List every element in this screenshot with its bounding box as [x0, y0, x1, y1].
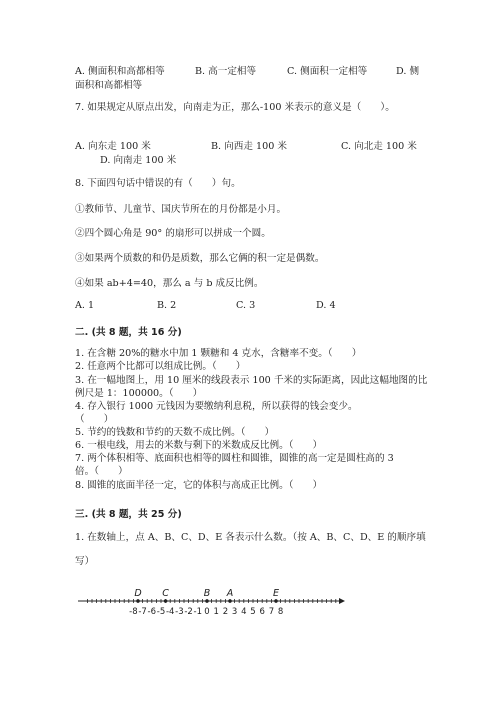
s2-line-9: 7. 两个体积相等、底面积也相等的圆柱和圆锥，圆锥的高一定是圆柱高的 3	[75, 453, 394, 464]
q7-option-c: C. 向北走 100 米	[341, 141, 417, 152]
tick-label: 7	[268, 607, 275, 617]
tick-label: -2	[184, 607, 193, 617]
s2-line-5: 4. 存入银行 1000 元钱因为要缴纳利息税，所以获得的钱会变少。	[75, 401, 358, 412]
q6-option-a: A. 侧面积和高都相等	[75, 66, 165, 77]
q7-option-d: D. 向南走 100 米	[100, 155, 177, 166]
point-e-dot	[274, 599, 278, 603]
q6-option-d-continued: 面积和高都相等	[75, 80, 143, 91]
tick-label: 0	[204, 607, 210, 617]
s2-line-8: 6. 一根电线，用去的米数与剩下的米数成反比例。（ ）	[75, 440, 323, 451]
tick-label: -7	[138, 607, 147, 617]
s2-line-10: 倍。（ ）	[75, 466, 128, 477]
q7-option-b: B. 向西走 100 米	[211, 141, 287, 152]
point-c-dot	[164, 599, 168, 603]
s2-line-2: 2. 任意两个比都可以组成比例。（ ）	[75, 361, 246, 372]
q6-option-c: C. 侧面积一定相等	[287, 66, 368, 77]
s2-line-7: 5. 节约的钱数和节约的天数不成比例。（ ）	[75, 427, 275, 438]
q8-option-d: D. 4	[316, 300, 336, 311]
tick-label: 4	[241, 607, 247, 617]
q8-statement-3: ③如果两个质数的和仍是质数，那么它俩的积一定是偶数。	[75, 253, 325, 264]
point-b-dot	[205, 599, 209, 603]
tick-label: 6	[259, 607, 265, 617]
section-2-heading: 二. (共 8 题，共 16 分)	[75, 327, 182, 338]
tick-label: -5	[156, 607, 166, 617]
tick-label: 3	[231, 607, 238, 617]
tick-label: -8	[129, 607, 138, 617]
point-a-label: A	[226, 588, 234, 599]
q7-option-a: A. 向东走 100 米	[75, 141, 151, 152]
q6-option-b: B. 高一定相等	[195, 66, 257, 77]
s3-line-1: 1. 在数轴上，点 A、B、C、D、E 各表示什么数。（按 A、B、C、D、E 的顺序填	[75, 532, 426, 543]
point-c-label: C	[162, 588, 169, 599]
tick-label: 5	[250, 607, 256, 617]
tick-label: 1	[213, 607, 219, 617]
tick-label: -1	[193, 607, 203, 617]
section-3-heading: 三. (共 8 题，共 25 分)	[75, 509, 182, 520]
q8-option-a: A. 1	[75, 300, 95, 311]
q8-statement-2: ②四个圆心角是 90° 的扇形可以拼成一个圆。	[75, 228, 271, 239]
s2-line-11: 8. 圆锥的底面半径一定，它的体积与高成正比例。（ ）	[75, 480, 323, 491]
point-e-label: E	[272, 588, 280, 599]
q7-stem: 7. 如果规定从原点出发，向南走为正，那么-100 米表示的意义是（ ）。	[75, 102, 395, 113]
tick-label: -4	[165, 607, 175, 617]
q8-statement-4: ④如果 ab+4=40，那么 a 与 b 成反比例。	[75, 278, 264, 289]
q8-option-c: C. 3	[236, 300, 256, 311]
tick-label: 8	[277, 607, 284, 617]
point-d-dot	[136, 599, 140, 603]
point-a-dot	[228, 599, 232, 603]
tick-label: 2	[222, 607, 229, 617]
q6-option-d: D. 侧	[396, 66, 420, 77]
tick-label: -6	[147, 607, 157, 617]
q8-statement-1: ①教师节、儿童节、国庆节所在的月份都是小月。	[75, 204, 287, 215]
s2-line-4: 例尺是 1：100000。（ ）	[75, 388, 203, 399]
s3-line-2: 写）	[75, 556, 95, 567]
s2-line-6: （ ）	[75, 414, 114, 425]
s2-line-3: 3. 在一幅地图上，用 10 厘米的线段表示 100 千米的实际距离，因此这幅地图的比	[75, 375, 428, 386]
point-b-label: B	[203, 588, 211, 599]
s2-line-1: 1. 在含糖 20%的糖水中加 1 颗糖和 4 克水，含糖率不变。（ ）	[75, 348, 362, 359]
q8-option-b: B. 2	[157, 300, 177, 311]
tick-label: -3	[175, 607, 184, 617]
number-line-figure	[70, 580, 360, 630]
q8-stem: 8. 下面四句话中错误的有（ ）句。	[75, 178, 241, 189]
point-d-label: D	[134, 588, 142, 599]
